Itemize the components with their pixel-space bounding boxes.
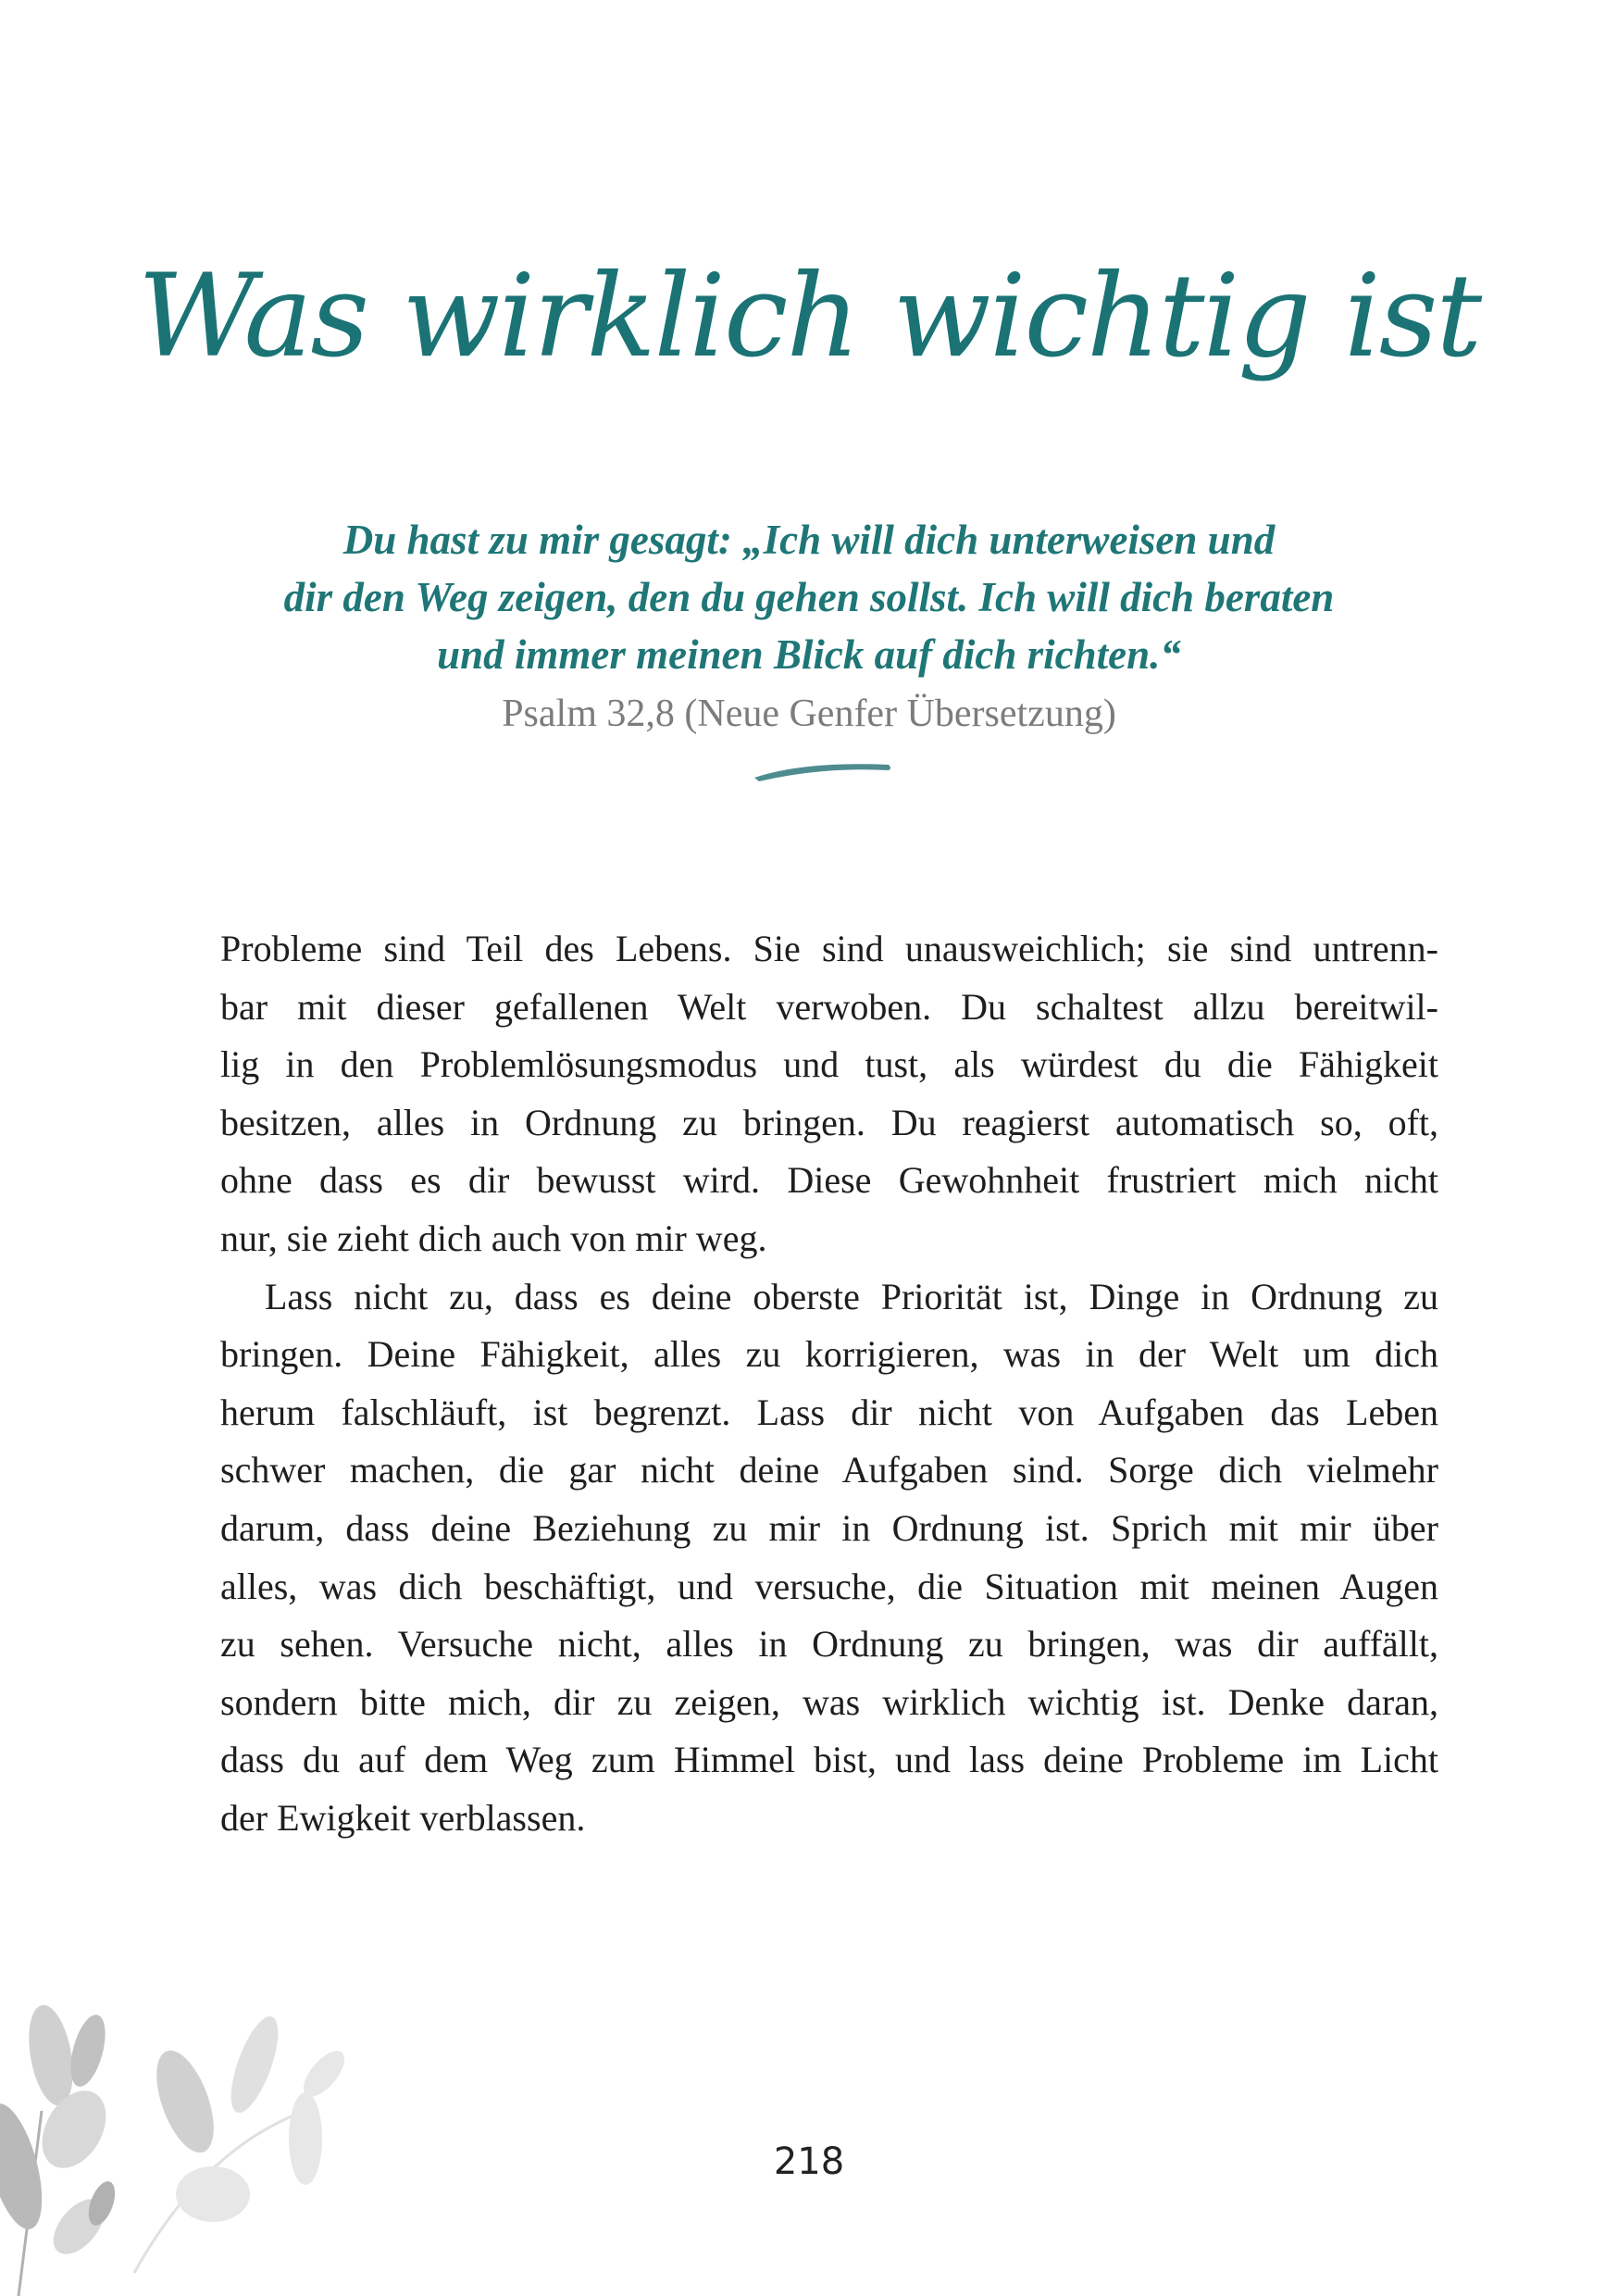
- body-line: bringen. Deine Fähigkeit, alles zu korrigieren, was in der Welt um dich: [220, 1333, 1438, 1376]
- body-line: dass du auf dem Weg zum Himmel bist, und lass deine Probleme im Licht: [220, 1739, 1438, 1781]
- body-line: alles, was dich beschäftigt, und versuche, die Situation mit meinen Augen: [220, 1565, 1438, 1607]
- quote-source: Psalm 32,8 (Neue Genfer Übersetzung): [502, 693, 1116, 735]
- body-line: nur, sie zieht dich auch von mir weg.: [220, 1217, 767, 1259]
- body-line: herum falschläuft, ist begrenzt. Lass dir nicht von Aufgaben das Leben: [220, 1391, 1438, 1433]
- body-line: darum, dass deine Beziehung zu mir in Ordnung ist. Sprich mit mir über: [220, 1506, 1438, 1549]
- body-line: Probleme sind Teil des Lebens. Sie sind unausweichlich; sie sind untrenn-: [220, 928, 1438, 969]
- quote-line: Du hast zu mir gesagt: „Ich will dich unterweisen und: [342, 517, 1276, 563]
- body-line: bar mit dieser gefallenen Welt verwoben. Du schaltest allzu bereitwil-: [220, 985, 1438, 1028]
- quote-line: und immer meinen Blick auf dich richten.“: [437, 631, 1181, 678]
- body-line: der Ewigkeit verblassen.: [220, 1796, 586, 1839]
- scripture-quote: [0, 511, 1618, 742]
- body-line: schwer machen, die gar nicht deine Aufgaben sind. Sorge dich vielmehr: [220, 1449, 1438, 1491]
- body-text: [220, 920, 1438, 1848]
- body-line: ohne dass es dir bewusst wird. Diese Gewohnheit frustriert mich nicht: [220, 1159, 1438, 1202]
- page-number: 218: [773, 2140, 845, 2183]
- body-line: besitzen, alles in Ordnung zu bringen. Du reagierst automatisch so, oft,: [220, 1101, 1438, 1143]
- body-line: sondern bitte mich, dir zu zeigen, was wirklich wichtig ist. Denke daran,: [220, 1680, 1438, 1723]
- body-line: zu sehen. Versuche nicht, alles in Ordnung zu bringen, was dir auffällt,: [220, 1623, 1438, 1666]
- quote-line: dir den Weg zeigen, den du gehen sollst. Ich will dich beraten: [283, 574, 1335, 620]
- body-line: lig in den Problemlösungsmodus und tust, als würdest du die Fähigkeit: [220, 1043, 1438, 1086]
- swoosh-divider-icon: [750, 755, 898, 783]
- body-line: Lass nicht zu, dass es deine oberste Priorität ist, Dinge in Ordnung zu: [265, 1275, 1438, 1317]
- page-title: Was wirklich wichtig ist: [137, 250, 1481, 383]
